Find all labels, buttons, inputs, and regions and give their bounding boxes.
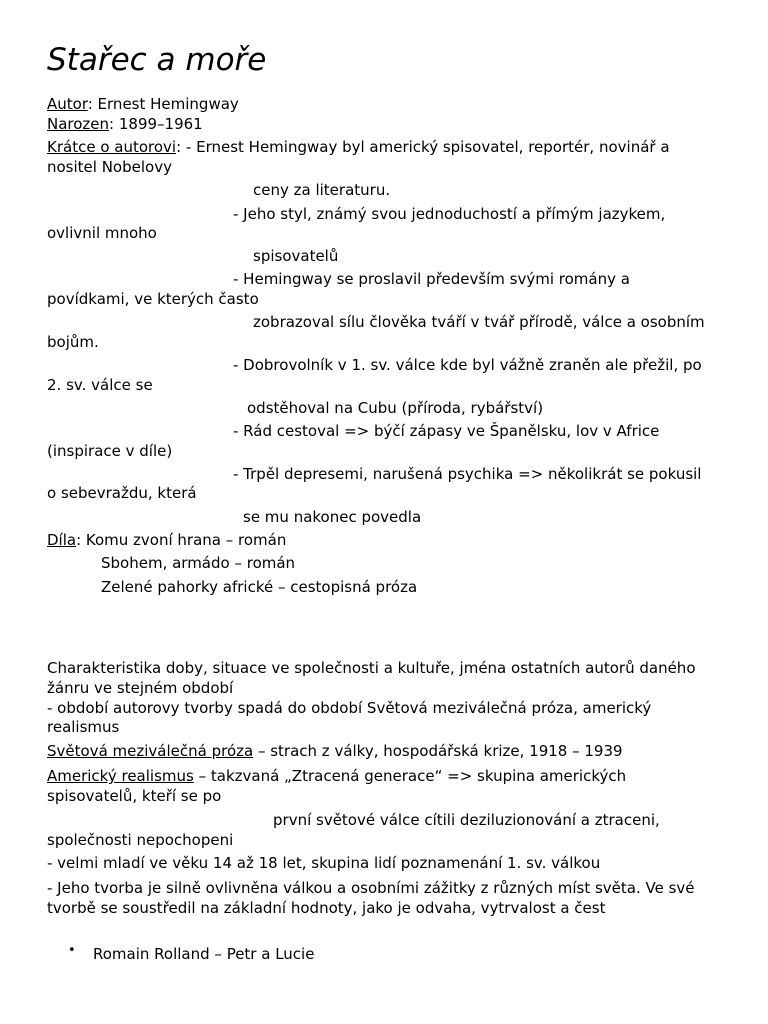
about-text: nositel Nobelovy bbox=[47, 158, 172, 176]
context-text: žánru ve stejném období bbox=[47, 679, 234, 697]
born-value: : 1899–1961 bbox=[109, 115, 203, 133]
about-text: - Hemingway se proslavil především svými romány a bbox=[233, 270, 630, 288]
context-text: - velmi mladí ve věku 14 až 18 let, skupina lidí poznamenání 1. sv. válkou bbox=[47, 854, 601, 872]
about-text: bojům. bbox=[47, 333, 99, 351]
author-label: Autor bbox=[47, 95, 88, 113]
context-text: spisovatelů, kteří se po bbox=[47, 787, 222, 805]
about-line bbox=[47, 137, 727, 157]
context-text: Charakteristika doby, situace ve společnosti a kultuře, jména ostatních autorů daného bbox=[47, 659, 696, 677]
works-line bbox=[47, 530, 727, 550]
context-text: - období autorovy tvorby spadá do období Světová meziválečná próza, americký bbox=[47, 699, 652, 717]
context-text: tvorbě se soustředil na základní hodnoty, jako je odvaha, vytrvalost a čest bbox=[47, 899, 606, 917]
period-label: Světová meziválečná próza bbox=[47, 742, 254, 760]
works-item: Sbohem, armádo – román bbox=[101, 554, 296, 572]
document-title: Stařec a moře bbox=[47, 42, 267, 78]
about-text: 2. sv. válce se bbox=[47, 376, 153, 394]
about-text: spisovatelů bbox=[253, 247, 339, 265]
about-text: povídkami, ve kterých často bbox=[47, 290, 259, 308]
about-label: Krátce o autorovi bbox=[47, 138, 177, 156]
context-text: první světové válce cítili deziluzionování a ztraceni, bbox=[273, 811, 660, 829]
period-text: – strach z války, hospodářská krize, 1918 – 1939 bbox=[253, 742, 623, 760]
period-line bbox=[47, 741, 727, 761]
about-text: - Rád cestoval => býčí zápasy ve Španělsku, lov v Africe bbox=[233, 422, 660, 440]
about-text: - Dobrovolník v 1. sv. válce kde byl vážně zraněn ale přežil, po bbox=[233, 356, 702, 374]
about-text: odstěhoval na Cubu (příroda, rybářství) bbox=[247, 399, 544, 417]
about-text: (inspirace v díle) bbox=[47, 442, 173, 460]
realism-line bbox=[47, 766, 727, 786]
about-text: zobrazoval sílu člověka tváří v tvář přírodě, válce a osobním bbox=[253, 313, 705, 331]
born-line bbox=[47, 114, 727, 134]
bullet-icon: • bbox=[68, 943, 76, 958]
about-text: : - Ernest Hemingway byl americký spisovatel, reportér, novinář a bbox=[176, 138, 670, 156]
context-text: - Jeho tvorba je silně ovlivněna válkou a osobními zážitky z různých míst světa. Ve své bbox=[47, 879, 695, 897]
context-text: společnosti nepochopeni bbox=[47, 831, 234, 849]
list-item: Romain Rolland – Petr a Lucie bbox=[93, 945, 315, 963]
about-text: ceny za literaturu. bbox=[253, 181, 391, 199]
realism-label: Americký realismus bbox=[47, 767, 194, 785]
realism-text: – takzvaná „Ztracená generace“ => skupina amerických bbox=[193, 767, 627, 785]
works-item: Zelené pahorky africké – cestopisná próza bbox=[101, 578, 418, 596]
works-label: Díla bbox=[47, 531, 77, 549]
about-text: o sebevraždu, která bbox=[47, 484, 197, 502]
about-text: ovlivnil mnoho bbox=[47, 224, 157, 242]
born-label: Narozen bbox=[47, 115, 110, 133]
context-text: realismus bbox=[47, 718, 120, 736]
about-text: se mu nakonec povedla bbox=[243, 508, 422, 526]
about-text: - Trpěl depresemi, narušená psychika => několikrát se pokusil bbox=[233, 465, 702, 483]
works-item: : Komu zvoní hrana – román bbox=[76, 531, 287, 549]
author-line bbox=[47, 94, 727, 114]
author-value: : Ernest Hemingway bbox=[87, 95, 239, 113]
about-text: - Jeho styl, známý svou jednoduchostí a přímým jazykem, bbox=[233, 205, 666, 223]
